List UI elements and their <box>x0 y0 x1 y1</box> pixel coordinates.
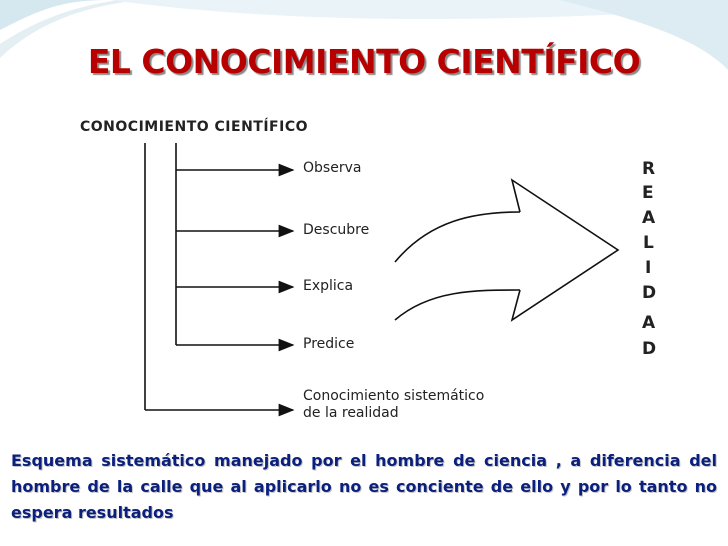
realidad-letter-3: A <box>642 208 656 228</box>
branch-observa: Observa <box>303 160 362 176</box>
realidad-letter-1: R <box>642 159 656 179</box>
converging-arrow-upper <box>395 212 520 262</box>
branch-explica: Explica <box>303 278 354 294</box>
realidad-letter-7: A <box>642 313 656 333</box>
slide-caption: Esquema sistemático manejado por el hombre de ciencia , a diferencia del hombre de la calle que al aplicarlo no es conciente de ello y por lo tanto no espera resultados <box>11 451 717 522</box>
realidad-letter-2: E <box>642 183 654 203</box>
branch-predice: Predice <box>303 336 355 352</box>
realidad-letter-6: D <box>642 283 657 303</box>
converging-arrow-head <box>512 180 618 320</box>
diagram-header: CONOCIMIENTO CIENTÍFICO <box>80 119 308 135</box>
converging-arrow-lower <box>395 290 520 320</box>
slide-title: EL CONOCIMIENTO CIENTÍFICO <box>87 42 641 81</box>
result-line-2: de la realidad <box>303 405 399 421</box>
result-line-1: Conocimiento sistemático <box>303 388 485 404</box>
realidad-letter-4: L <box>643 233 654 253</box>
realidad-letter-8: D <box>642 339 657 359</box>
realidad-letter-5: I <box>645 258 652 278</box>
branch-descubre: Descubre <box>303 222 370 238</box>
